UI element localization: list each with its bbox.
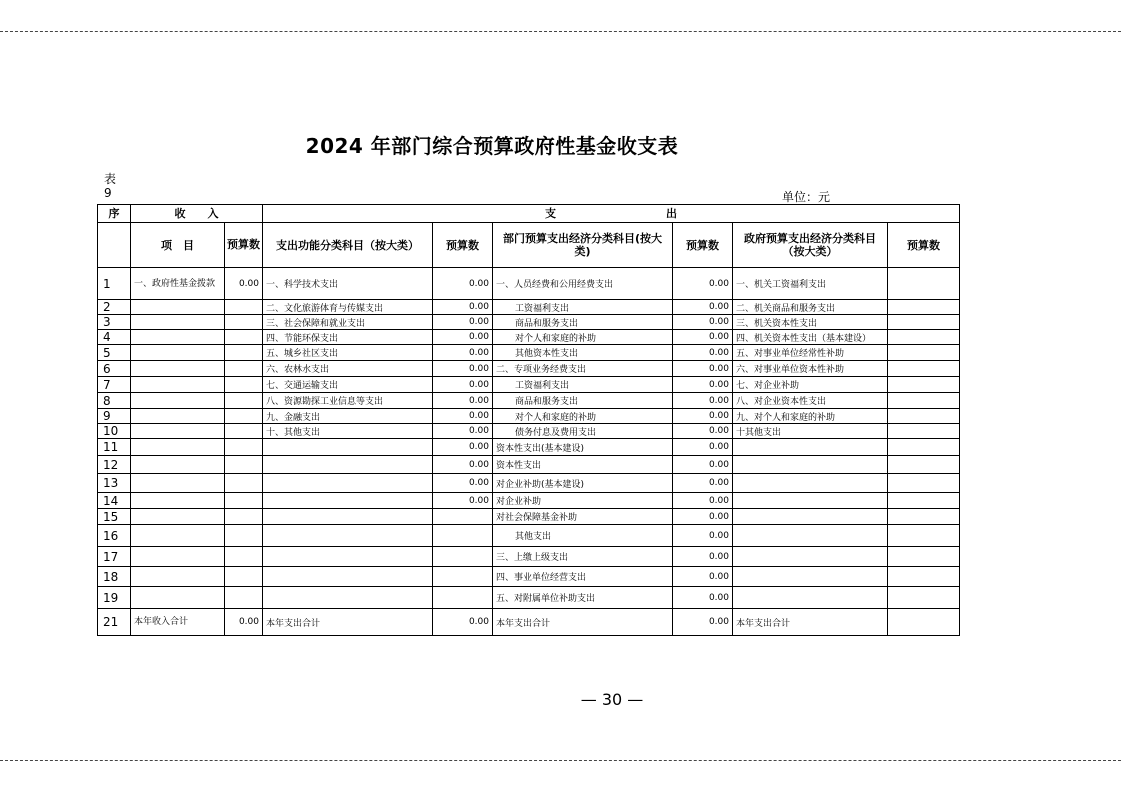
table-row [98,361,960,377]
table-row [98,474,960,493]
func-category-cell: 四、节能环保支出 [263,330,433,345]
header-row-2 [98,223,960,268]
gov-category-cell [733,474,888,493]
income-item-cell [131,300,225,315]
gov-category-cell: 本年支出合计 [733,609,888,636]
func-budget-header: 预算数 [433,223,493,268]
income-amount-cell [225,439,263,456]
row-number-cell: 2 [98,300,131,315]
row-number-cell: 11 [98,439,131,456]
income-amount-cell [225,456,263,474]
dept-amount-cell: 0.00 [673,587,733,609]
func-category-cell: 本年支出合计 [263,609,433,636]
income-item-cell [131,547,225,567]
gov-amount-cell [888,547,960,567]
page-title: 2024 年部门综合预算政府性基金收支表 [305,134,679,158]
income-item-cell [131,330,225,345]
table-row [98,345,960,361]
expense-header: 支 出 [263,205,960,223]
row-number-cell: 4 [98,330,131,345]
row-number-cell: 9 [98,409,131,424]
income-item-cell [131,409,225,424]
table-row [98,609,960,636]
income-amount-cell [225,525,263,547]
gov-amount-cell [888,456,960,474]
gov-amount-cell [888,509,960,525]
income-item-cell [131,509,225,525]
income-budget-header: 预算数 [225,223,263,268]
gov-category-cell [733,509,888,525]
func-amount-cell: 0.00 [433,315,493,330]
income-item-cell [131,456,225,474]
func-amount-cell: 0.00 [433,300,493,315]
func-category-cell: 八、资源勘探工业信息等支出 [263,393,433,409]
dept-amount-cell: 0.00 [673,547,733,567]
table-row [98,439,960,456]
dept-amount-cell: 0.00 [673,609,733,636]
item-header: 项 目 [131,223,225,268]
row-number-cell: 13 [98,474,131,493]
gov-category-cell [733,456,888,474]
func-category-cell [263,547,433,567]
dept-amount-cell: 0.00 [673,300,733,315]
dept-category-cell: 五、对附属单位补助支出 [493,587,673,609]
income-item-cell [131,587,225,609]
seq-header-blank [98,223,131,268]
dept-amount-cell: 0.00 [673,268,733,300]
page-number: — 30 — [580,690,644,709]
row-number-cell: 12 [98,456,131,474]
func-category-cell [263,509,433,525]
dept-category-cell: 一、人员经费和公用经费支出 [493,268,673,300]
row-number-cell: 10 [98,424,131,439]
gov-amount-cell [888,330,960,345]
table-row [98,547,960,567]
gov-category-cell: 七、对企业补助 [733,377,888,393]
func-amount-cell: 0.00 [433,377,493,393]
income-amount-cell [225,409,263,424]
row-number-cell: 18 [98,567,131,587]
row-number-cell: 19 [98,587,131,609]
income-amount-cell [225,315,263,330]
gov-amount-cell [888,409,960,424]
income-item-cell [131,439,225,456]
gov-category-cell [733,525,888,547]
func-amount-cell: 0.00 [433,439,493,456]
gov-amount-cell [888,567,960,587]
row-number-cell: 14 [98,493,131,509]
row-number-cell: 7 [98,377,131,393]
func-amount-cell: 0.00 [433,330,493,345]
gov-category-cell [733,587,888,609]
income-header: 收 入 [131,205,263,223]
income-item-cell [131,393,225,409]
unit-label: 单位：元 [782,190,831,204]
gov-category-cell: 二、机关商品和服务支出 [733,300,888,315]
gov-amount-cell [888,609,960,636]
table-row [98,567,960,587]
gov-category-cell: 九、对个人和家庭的补助 [733,409,888,424]
table-row [98,377,960,393]
dept-amount-cell: 0.00 [673,393,733,409]
row-number-cell: 21 [98,609,131,636]
gov-category-header: 政府预算支出经济分类科目（按大类） [733,223,888,268]
gov-category-cell [733,439,888,456]
gov-amount-cell [888,424,960,439]
gov-amount-cell [888,393,960,409]
table-row [98,409,960,424]
func-amount-cell [433,587,493,609]
dept-category-cell: 对个人和家庭的补助 [493,330,673,345]
gov-amount-cell [888,377,960,393]
income-item-cell [131,493,225,509]
func-amount-cell: 0.00 [433,609,493,636]
dept-category-header: 部门预算支出经济分类科目(按大类) [493,223,673,268]
income-amount-cell [225,587,263,609]
dept-amount-cell: 0.00 [673,424,733,439]
func-amount-cell: 0.00 [433,493,493,509]
func-category-header: 支出功能分类科目（按大类） [263,223,433,268]
dept-amount-cell: 0.00 [673,525,733,547]
dept-amount-cell: 0.00 [673,345,733,361]
func-amount-cell: 0.00 [433,361,493,377]
dept-category-cell: 对企业补助(基本建设) [493,474,673,493]
func-amount-cell: 0.00 [433,409,493,424]
func-amount-cell [433,547,493,567]
func-category-cell: 七、交通运输支出 [263,377,433,393]
table-row [98,509,960,525]
income-amount-cell [225,547,263,567]
income-item-cell [131,424,225,439]
row-number-cell: 8 [98,393,131,409]
gov-category-cell: 十其他支出 [733,424,888,439]
dept-category-cell: 其他资本性支出 [493,345,673,361]
dept-amount-cell: 0.00 [673,377,733,393]
dept-amount-cell: 0.00 [673,456,733,474]
func-amount-cell: 0.00 [433,268,493,300]
income-item-cell [131,567,225,587]
gov-amount-cell [888,300,960,315]
dept-amount-cell: 0.00 [673,439,733,456]
seq-header: 序 [98,205,131,223]
dept-category-cell: 三、上缴上级支出 [493,547,673,567]
dept-amount-cell: 0.00 [673,361,733,377]
row-number-cell: 1 [98,268,131,300]
income-item-cell: 一、政府性基金拨款 [131,268,225,300]
income-amount-cell: 0.00 [225,268,263,300]
dept-category-cell: 商品和服务支出 [493,315,673,330]
income-item-cell [131,377,225,393]
gov-amount-cell [888,493,960,509]
income-amount-cell [225,424,263,439]
dept-category-cell: 商品和服务支出 [493,393,673,409]
dept-category-cell: 二、专项业务经费支出 [493,361,673,377]
gov-category-cell: 三、机关资本性支出 [733,315,888,330]
table-row [98,268,960,300]
gov-amount-cell [888,474,960,493]
func-amount-cell: 0.00 [433,393,493,409]
dept-amount-cell: 0.00 [673,330,733,345]
dept-amount-cell: 0.00 [673,493,733,509]
row-number-cell: 16 [98,525,131,547]
gov-category-cell [733,493,888,509]
top-dashed-rule [0,31,1121,32]
gov-amount-cell [888,439,960,456]
row-number-cell: 5 [98,345,131,361]
table-row [98,300,960,315]
func-amount-cell: 0.00 [433,345,493,361]
dept-category-cell: 债务付息及费用支出 [493,424,673,439]
table-row [98,315,960,330]
gov-budget-header: 预算数 [888,223,960,268]
dept-category-cell: 其他支出 [493,525,673,547]
func-category-cell: 十、其他支出 [263,424,433,439]
dept-category-cell: 工资福利支出 [493,300,673,315]
gov-category-cell: 八、对企业资本性支出 [733,393,888,409]
func-amount-cell: 0.00 [433,474,493,493]
func-category-cell [263,587,433,609]
dept-category-cell: 本年支出合计 [493,609,673,636]
func-category-cell [263,493,433,509]
income-amount-cell [225,377,263,393]
bottom-dashed-rule [0,760,1121,761]
table-row [98,587,960,609]
func-category-cell: 三、社会保障和就业支出 [263,315,433,330]
func-category-cell: 六、农林水支出 [263,361,433,377]
row-number-cell: 17 [98,547,131,567]
gov-amount-cell [888,525,960,547]
table-number: 表9 [104,172,117,200]
dept-category-cell: 对个人和家庭的补助 [493,409,673,424]
dept-amount-cell: 0.00 [673,315,733,330]
gov-category-cell [733,547,888,567]
dept-category-cell: 对企业补助 [493,493,673,509]
income-amount-cell [225,330,263,345]
header-row-1 [98,205,960,223]
table-row [98,493,960,509]
income-amount-cell [225,393,263,409]
gov-amount-cell [888,345,960,361]
row-number-cell: 6 [98,361,131,377]
func-category-cell: 九、金融支出 [263,409,433,424]
func-category-cell [263,567,433,587]
dept-category-cell: 四、事业单位经营支出 [493,567,673,587]
income-amount-cell [225,300,263,315]
gov-category-cell: 四、机关资本性支出（基本建设） [733,330,888,345]
func-amount-cell [433,509,493,525]
dept-category-cell: 资本性支出(基本建设) [493,439,673,456]
table-row [98,424,960,439]
dept-category-cell: 对社会保障基金补助 [493,509,673,525]
func-category-cell [263,525,433,547]
gov-category-cell: 一、机关工资福利支出 [733,268,888,300]
func-category-cell [263,474,433,493]
gov-category-cell: 五、对事业单位经常性补助 [733,345,888,361]
income-amount-cell [225,474,263,493]
row-number-cell: 3 [98,315,131,330]
income-item-cell [131,315,225,330]
gov-amount-cell [888,361,960,377]
row-number-cell: 15 [98,509,131,525]
table-body [98,268,960,636]
func-category-cell: 五、城乡社区支出 [263,345,433,361]
dept-amount-cell: 0.00 [673,474,733,493]
dept-category-cell: 资本性支出 [493,456,673,474]
table-row [98,456,960,474]
dept-amount-cell: 0.00 [673,509,733,525]
income-amount-cell [225,345,263,361]
income-amount-cell [225,493,263,509]
gov-amount-cell [888,587,960,609]
func-category-cell: 二、文化旅游体育与传媒支出 [263,300,433,315]
income-item-cell [131,474,225,493]
func-category-cell [263,439,433,456]
income-amount-cell [225,567,263,587]
dept-amount-cell: 0.00 [673,409,733,424]
income-item-cell [131,525,225,547]
income-amount-cell [225,361,263,377]
gov-category-cell [733,567,888,587]
income-item-cell: 本年收入合计 [131,609,225,636]
table-row [98,525,960,547]
dept-budget-header: 预算数 [673,223,733,268]
table-row [98,393,960,409]
gov-amount-cell [888,268,960,300]
gov-amount-cell [888,315,960,330]
func-amount-cell [433,567,493,587]
income-item-cell [131,361,225,377]
func-amount-cell [433,525,493,547]
income-item-cell [131,345,225,361]
func-category-cell: 一、科学技术支出 [263,268,433,300]
budget-table [97,204,960,636]
table-row [98,330,960,345]
income-amount-cell: 0.00 [225,609,263,636]
func-category-cell [263,456,433,474]
gov-category-cell: 六、对事业单位资本性补助 [733,361,888,377]
income-amount-cell [225,509,263,525]
func-amount-cell: 0.00 [433,424,493,439]
dept-category-cell: 工资福利支出 [493,377,673,393]
func-amount-cell: 0.00 [433,456,493,474]
dept-amount-cell: 0.00 [673,567,733,587]
